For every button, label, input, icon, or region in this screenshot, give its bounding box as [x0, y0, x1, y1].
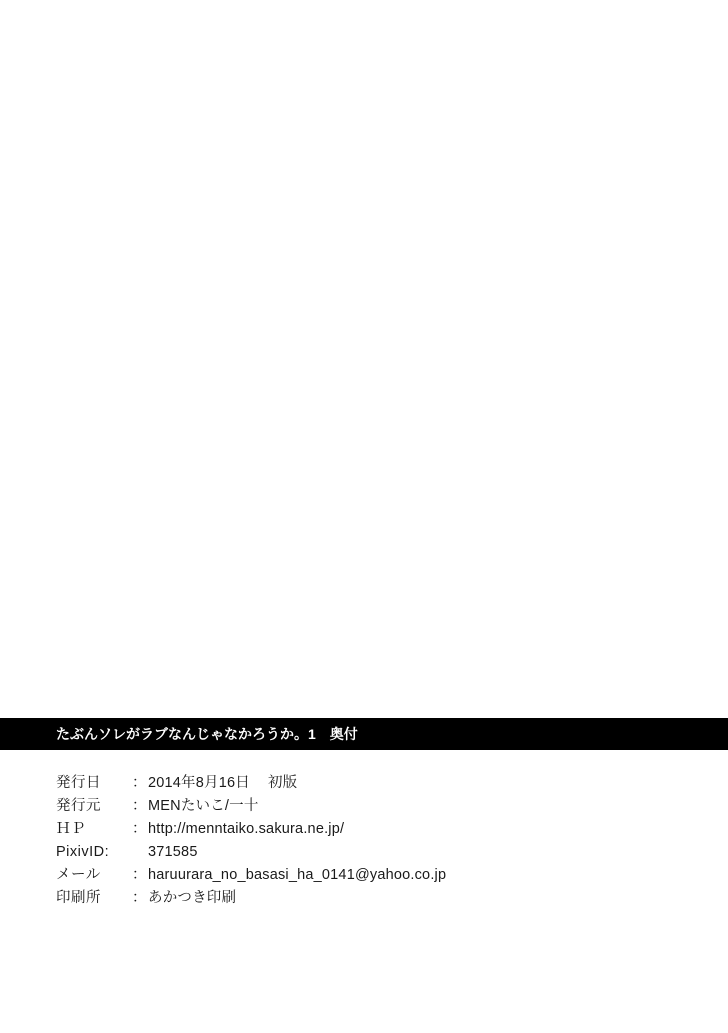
colophon-value-email-address[interactable]: haruurara_no_basasi_ha_0141@yahoo.co.jp [148, 867, 447, 883]
colophon-separator: ： [132, 890, 147, 906]
colophon-label: メール [56, 867, 101, 883]
blank-lower-area [0, 930, 728, 1033]
colophon-row-publisher [56, 795, 676, 818]
title-band [0, 718, 728, 750]
colophon-value: あかつき印刷 [148, 890, 237, 906]
colophon-row-publication-date [56, 772, 676, 795]
colophon-value-homepage-url[interactable]: http://menntaiko.sakura.ne.jp/ [148, 821, 345, 837]
colophon-row-pixiv-id [56, 841, 676, 864]
colophon-row-printer [56, 887, 676, 910]
colophon-label: ＨＰ [56, 821, 86, 837]
colophon-details [56, 772, 676, 910]
colophon-value-sub: 初版 [267, 775, 298, 791]
colophon-value: 371585 [148, 844, 198, 860]
colophon-value: MENたいこ/一十 [148, 798, 259, 814]
colophon-label: 発行日 [56, 775, 101, 791]
colophon-value-text: 2014年8月16日 [148, 775, 250, 791]
colophon-value [148, 772, 676, 795]
colophon-separator: ： [132, 775, 147, 791]
colophon-label: 発行元 [56, 798, 101, 814]
colophon-separator: ： [132, 798, 147, 814]
colophon-row-email [56, 864, 676, 887]
colophon-label: 印刷所 [56, 890, 101, 906]
colophon-row-homepage [56, 818, 676, 841]
colophon-label: PixivID: [56, 844, 110, 860]
colophon-separator: ： [132, 867, 147, 883]
colophon-separator: ： [132, 821, 147, 837]
page-title: たぶんソレがラブなんじゃなかろうか。1 奥付 [56, 726, 358, 742]
